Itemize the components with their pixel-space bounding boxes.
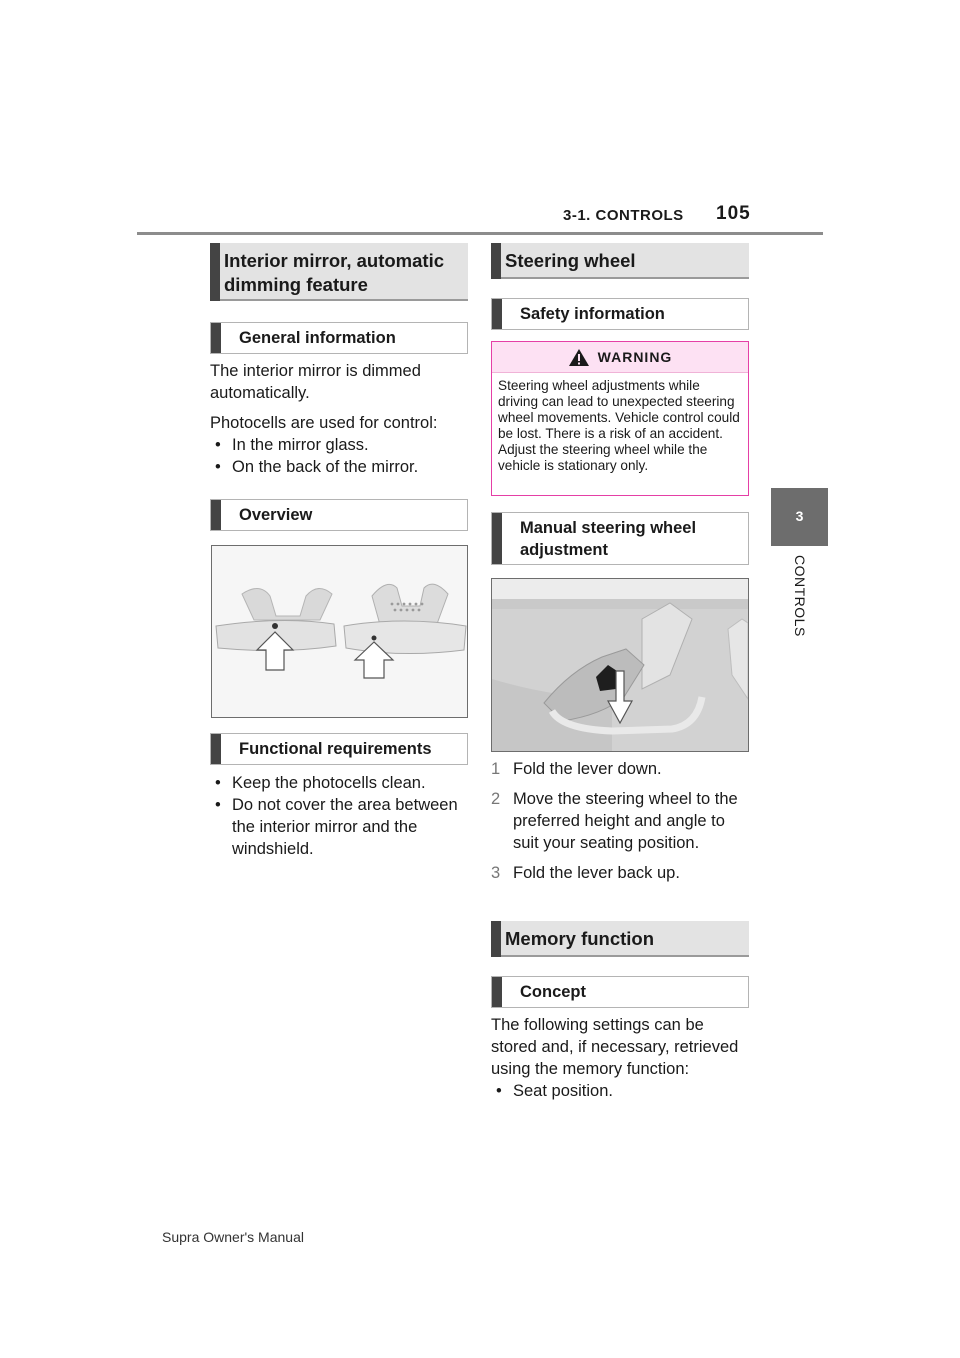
list-item: • Do not cover the area between the interior mirror and the windshield. [210, 794, 468, 860]
general-information-body [210, 360, 468, 478]
heading-text: Steering wheel [505, 250, 636, 271]
warning-header [492, 342, 748, 373]
warning-triangle-icon [568, 348, 590, 367]
concept-body [491, 1014, 749, 1102]
subheading-functional-requirements [210, 733, 468, 765]
header-rule [137, 232, 823, 235]
subheading-general-information [210, 322, 468, 354]
step-item [491, 862, 749, 884]
subheading-text: General information [239, 329, 396, 347]
warning-box [491, 341, 749, 496]
list-item: • Seat position. [491, 1080, 749, 1102]
step-item [491, 788, 749, 854]
steering-lever-illustration [492, 579, 748, 751]
warning-text: Steering wheel adjustments while driving can lead to unexpected steering wheel movements. Vehicle control could be lost. There is a risk of an accident. Adjust the steering wheel while the vehicle is stationary only. [498, 378, 740, 473]
page-number: 105 [716, 203, 751, 224]
subheading-concept [491, 976, 749, 1008]
subheading-manual-steering-adjustment [491, 512, 749, 565]
subheading-text: Safety information [520, 305, 665, 323]
step-number: 3 [491, 864, 501, 882]
subheading-text: Manual steering wheel adjustment [520, 519, 697, 559]
step-text: Fold the lever down. [513, 760, 662, 778]
list-item: • Keep the photocells clean. [210, 772, 468, 794]
warning-title: WARNING [597, 349, 673, 365]
heading-memory-function [491, 921, 749, 957]
step-text: Move the steering wheel to the preferred height and angle to suit your seating position. [513, 790, 738, 852]
section-title: 3-1. CONTROLS [563, 207, 684, 224]
paragraph: The interior mirror is dimmed automatically. [210, 362, 421, 402]
steering-lever-figure [491, 578, 749, 752]
heading-interior-mirror [210, 243, 468, 301]
chapter-number: 3 [795, 508, 804, 524]
list-item: • In the mirror glass. [210, 434, 468, 456]
paragraph: The following settings can be stored and, if necessary, retrieved using the memory function: [491, 1016, 739, 1078]
step-number: 2 [491, 790, 501, 808]
mirror-figure [211, 545, 468, 718]
list-item: • On the back of the mirror. [210, 456, 468, 478]
heading-steering-wheel [491, 243, 749, 279]
subheading-text: Overview [239, 506, 313, 524]
paragraph: Photocells are used for control: [210, 414, 438, 432]
step-item [491, 758, 749, 780]
heading-text: Memory function [505, 928, 655, 949]
mirror-illustration [212, 546, 467, 717]
step-number: 1 [491, 760, 501, 778]
chapter-label: CONTROLS [792, 555, 808, 637]
chapter-label-wrap [784, 553, 814, 653]
functional-requirements-body [210, 772, 468, 860]
chapter-tab [771, 488, 828, 546]
footer-manual-title: Supra Owner's Manual [162, 1229, 304, 1245]
subheading-overview [210, 499, 468, 531]
subheading-safety-information [491, 298, 749, 330]
heading-text: Interior mirror, automatic dimming feature [224, 250, 444, 295]
step-text: Fold the lever back up. [513, 864, 680, 882]
manual-adjustment-steps [491, 758, 749, 892]
subheading-text: Functional requirements [239, 740, 432, 758]
subheading-text: Concept [520, 983, 586, 1001]
